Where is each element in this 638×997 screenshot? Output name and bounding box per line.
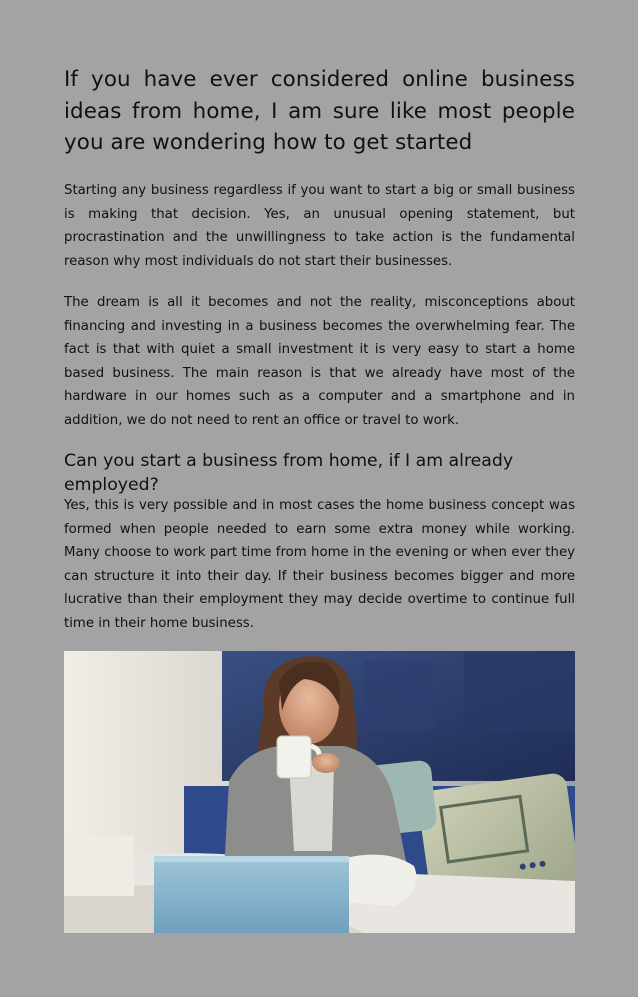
woman-with-laptop-photo: [64, 651, 575, 933]
document-page: [64, 0, 575, 997]
paragraph-employed: Yes, this is very possible and in most cases the home business concept was formed when people needed to earn some extra money while working. Many choose to work part time from home in the evening or when ever they can structure it into their day. If their business becomes bigger and more lucrative than their employment they may decide overtime to continue full time in their home business.: [64, 498, 575, 631]
paragraph-intro: Starting any business regardless if you want to start a big or small business is making that decision. Yes, an unusual opening statement, but procrastination and the unwillingness to take action is the fundamental reason why most individuals do not start their businesses.: [64, 183, 575, 269]
article-title: If you have ever considered online business ideas from home, I am sure like most people you are wondering how to get started: [64, 67, 575, 155]
section-heading: Can you start a business from home, if I am already employed?: [64, 451, 514, 495]
paragraph-dream: The dream is all it becomes and not the reality, misconceptions about financing and investing in a business becomes the overwhelming fear. The fact is that with quiet a small investment it is very easy to start a home based business. The main reason is that we already have most of the hardware in our homes such as a computer and a smartphone and in addition, we do not need to rent an office or travel to work.: [64, 295, 575, 428]
